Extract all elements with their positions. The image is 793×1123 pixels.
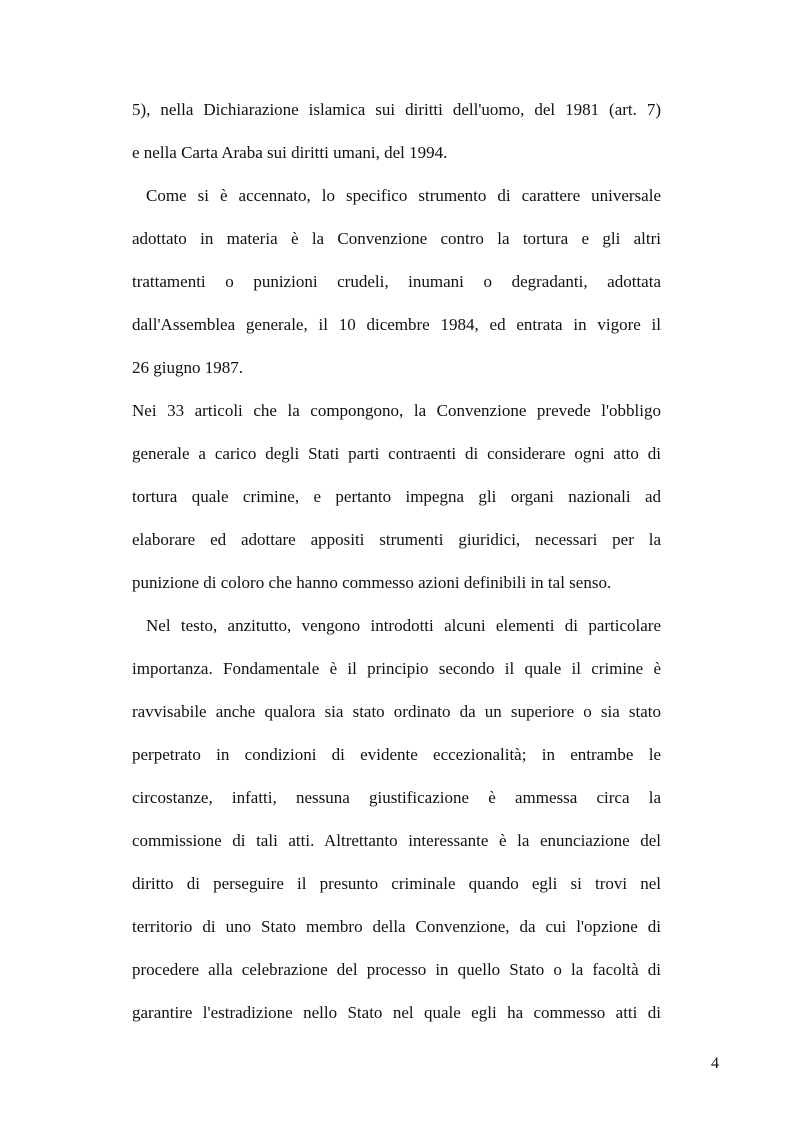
text-line: trattamenti o punizioni crudeli, inumani o degradanti, adottata [132, 272, 661, 291]
paragraph-articles [132, 389, 661, 604]
text-line: diritto di perseguire il presunto criminale quando egli si trovi nel [132, 874, 661, 893]
text-line: tortura quale crimine, e pertanto impegna gli organi nazionali ad [132, 487, 661, 506]
text-line: adottato in materia è la Convenzione contro la tortura e gli altri [132, 229, 661, 248]
text-line: Nei 33 articoli che la compongono, la Convenzione prevede l'obbligo [132, 401, 661, 420]
text-line: ravvisabile anche qualora sia stato ordinato da un superiore o sia stato [132, 702, 661, 721]
text-line: elaborare ed adottare appositi strumenti giuridici, necessari per la [132, 530, 661, 549]
paragraph-declarations [132, 88, 661, 174]
text-line: punizione di coloro che hanno commesso azioni definibili in tal senso. [132, 573, 612, 592]
text-line: 5), nella Dichiarazione islamica sui diritti dell'uomo, del 1981 (art. 7) [132, 100, 661, 119]
text-line: generale a carico degli Stati parti contraenti di considerare ogni atto di [132, 444, 661, 463]
text-line: procedere alla celebrazione del processo in quello Stato o la facoltà di [132, 960, 661, 979]
paragraph-convention-intro [132, 174, 661, 389]
text-line: Nel testo, anzitutto, vengono introdotti alcuni elementi di particolare [146, 616, 661, 635]
page-number: 4 [711, 1055, 719, 1072]
document-body [132, 88, 661, 1034]
text-line: garantire l'estradizione nello Stato nel quale egli ha commesso atti di [132, 1003, 661, 1022]
text-line: perpetrato in condizioni di evidente eccezionalità; in entrambe le [132, 745, 661, 764]
text-line: commissione di tali atti. Altrettanto interessante è la enunciazione del [132, 831, 661, 850]
paragraph-key-elements [132, 604, 661, 1034]
text-line: Come si è accennato, lo specifico strumento di carattere universale [146, 186, 661, 205]
text-line: e nella Carta Araba sui diritti umani, del 1994. [132, 143, 448, 162]
text-line: 26 giugno 1987. [132, 358, 243, 377]
text-line: territorio di uno Stato membro della Convenzione, da cui l'opzione di [132, 917, 661, 936]
text-line: circostanze, infatti, nessuna giustificazione è ammessa circa la [132, 788, 661, 807]
text-line: dall'Assemblea generale, il 10 dicembre 1984, ed entrata in vigore il [132, 315, 661, 334]
text-line: importanza. Fondamentale è il principio secondo il quale il crimine è [132, 659, 661, 678]
